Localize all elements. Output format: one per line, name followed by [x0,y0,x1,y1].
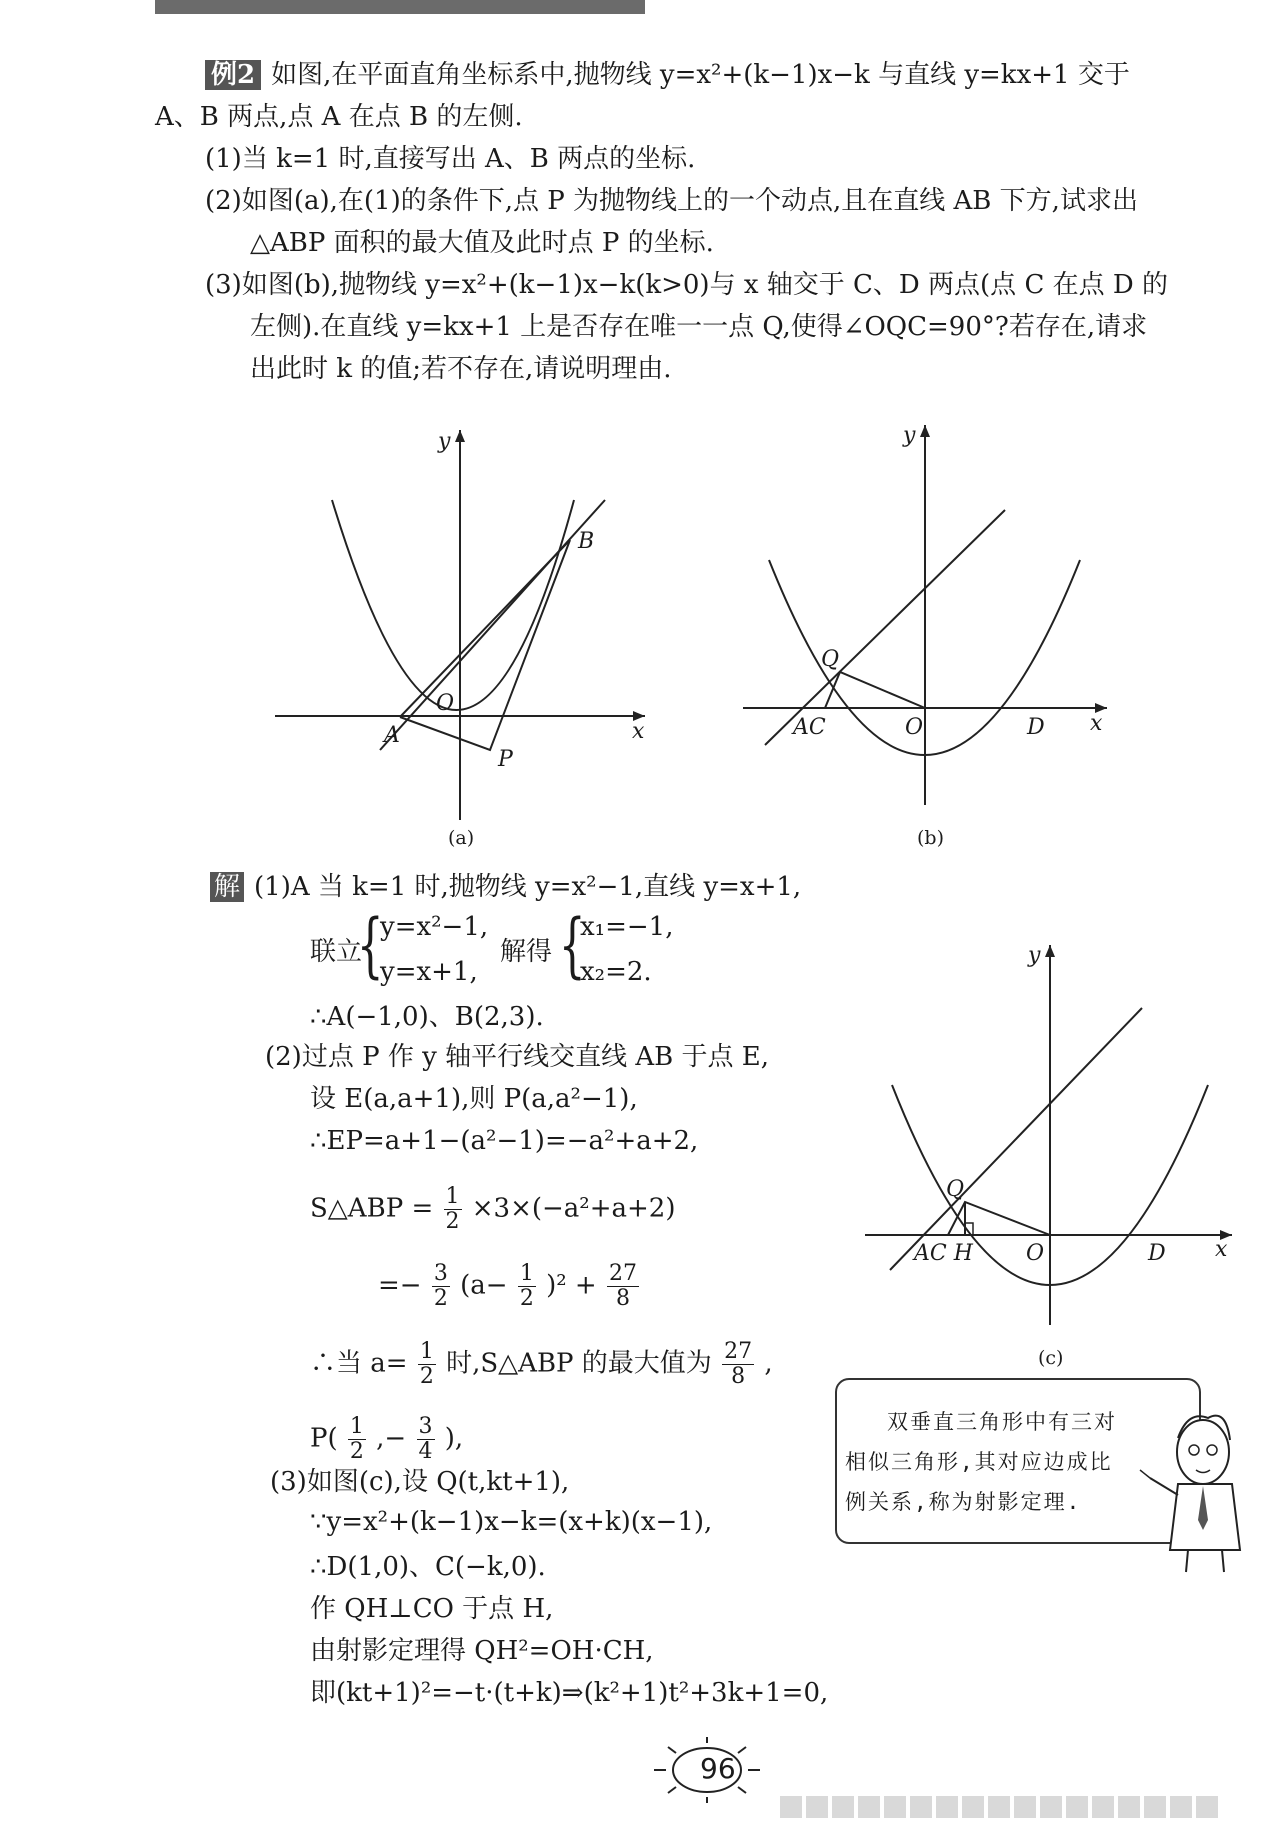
fig-b-label-q: Q [821,647,840,672]
system-eq-1a: y=x²−1, [380,912,489,942]
system-brace-1: { [356,904,384,986]
fig-b-label-o: O [905,715,924,740]
frac-32: $\frac{3}{2}$ [433,1261,448,1311]
solution-s3b: ∵y=x²+(k−1)x−k=(x+k)(x−1), [310,1507,713,1537]
solution-s2c: ∴EP=a+1−(a²−1)=−a²+a+2, [310,1126,699,1156]
example-line-2: A、B 两点,点 A 在点 B 的左侧. [155,102,523,132]
solution-s2b: 设 E(a,a+1),则 P(a,a²−1), [310,1084,638,1114]
fig-a-label-x: x [632,719,645,744]
s2f-mid: 时,S△ABP 的最大值为 [446,1348,712,1379]
question-3b: 左侧).在直线 y=kx+1 上是否存在唯一一点 Q,使得∠OQC=90°?若存在,请求 [250,312,1148,342]
fig-c-label-x: x [1215,1237,1228,1262]
system-mid: 解得 [500,937,553,967]
system-eq-1b: y=x+1, [380,957,478,987]
fig-a-label-o: O [436,691,455,716]
s2g-post: ), [444,1423,464,1454]
fig-c-label-q: Q [946,1177,965,1202]
fig-b-label-d: D [1027,715,1045,740]
solution-tag: 解 [210,872,244,902]
question-1: (1)当 k=1 时,直接写出 A、B 两点的坐标. [205,144,696,174]
solution-s2e [378,1262,641,1311]
figure-b [735,420,1135,860]
question-2b: △ABP 面积的最大值及此时点 P 的坐标. [250,228,714,258]
figure-a [260,420,660,860]
fig-c-label-y: y [1028,943,1041,968]
fig-a-parabola [332,500,574,710]
frac-278-b: $\frac{27}{8}$ [724,1339,753,1389]
solution-s2a: (2)过点 P 作 y 轴平行线交直线 AB 于点 E, [265,1042,769,1072]
fig-c-triangle-q [948,1202,1050,1235]
fig-b-label-y: y [903,423,916,448]
s2f-post: , [764,1348,773,1379]
system-eq-2b: x₂=2. [580,957,652,987]
fig-c-label-ach: AC H [914,1241,973,1266]
fig-a-label-p: P [498,747,513,772]
bottom-decoration [780,1796,1220,1818]
system-eq-2a: x₁=−1, [580,912,674,942]
fig-a-label-a: A [384,723,400,748]
figure-c [860,940,1260,1370]
solution-s3f: 即(kt+1)²=−t·(t+k)⇒(k²+1)t²+3k+1=0, [310,1678,829,1708]
s2d-pre: S△ABP = [310,1193,434,1224]
fig-b-triangle-q [825,672,925,708]
fig-c-caption: (c) [1038,1347,1064,1369]
solution-s2d [310,1185,676,1234]
fig-b-line [765,510,1005,745]
tip-line-2: 相似三角形,其对应边成比 [845,1450,1113,1474]
system-label: 联立 [310,937,363,967]
frac-34: $\frac{3}{4}$ [418,1414,433,1464]
teacher-illustration [1148,1400,1258,1575]
solution-s2g [310,1415,463,1464]
example-line-1 [205,58,1130,92]
s2g-pre: P( [310,1423,338,1454]
solution-s3e: 由射影定理得 QH²=OH·CH, [310,1636,654,1666]
fig-a-caption: (a) [448,827,475,849]
s2e-pre: =− [378,1270,422,1301]
question-2a: (2)如图(a),在(1)的条件下,点 P 为抛物线上的一个动点,且在直线 AB 下方,试求出 [205,186,1138,216]
solution-s1c: ∴A(−1,0)、B(2,3). [310,1002,544,1032]
solution-line-1 [210,870,801,904]
fig-c-label-o: O [1026,1241,1045,1266]
solution-s3a: (3)如图(c),设 Q(t,kt+1), [270,1467,570,1497]
fig-a-label-b: B [578,529,595,554]
solution-s3d: 作 QH⊥CO 于点 H, [310,1594,554,1624]
solution-s3c: ∴D(1,0)、C(−k,0). [310,1552,546,1582]
fig-b-label-x: x [1090,711,1103,736]
s2e-post: )² + [546,1270,597,1301]
tip-box [835,1378,1201,1544]
example-stmt-1: 如图,在平面直角坐标系中,抛物线 y=x²+(k−1)x−k 与直线 y=kx+1 交于 [271,60,1130,90]
header-bar [155,0,645,14]
solution-s2f [310,1340,773,1389]
tip-line-1: 双垂直三角形中有三对 [887,1410,1117,1434]
fig-b-label-ac: AC [793,715,826,740]
frac-half-1: $\frac{1}{2}$ [445,1184,460,1234]
s2d-post: ×3×(−a²+a+2) [471,1193,676,1224]
fig-b-caption: (b) [917,827,944,849]
fig-a-line-ab [380,500,605,750]
s2e-mid: (a− [460,1270,508,1301]
system-brace-2: { [558,904,586,986]
frac-278-a: $\frac{27}{8}$ [608,1261,637,1311]
question-3c: 出此时 k 的值;若不存在,请说明理由. [250,354,672,384]
example-tag: 例2 [205,60,261,90]
fig-c-line [890,1008,1142,1270]
page-number: 96 [700,1752,736,1785]
s2g-mid: ,− [376,1423,407,1454]
fig-a-triangle-p [400,540,570,750]
solution-s1: (1)A 当 k=1 时,抛物线 y=x²−1,直线 y=x+1, [254,872,802,902]
fig-c-label-d: D [1148,1241,1166,1266]
question-3a: (3)如图(b),抛物线 y=x²+(k−1)x−k(k>0)与 x 轴交于 C、D 两点(点 C 在点 D 的 [205,270,1168,300]
s2f-pre: ∴当 a= [310,1348,408,1379]
tip-line-3: 例关系,称为射影定理. [845,1490,1082,1514]
fig-a-label-y: y [438,429,451,454]
frac-half-4: $\frac{1}{2}$ [349,1414,364,1464]
frac-half-2: $\frac{1}{2}$ [519,1261,534,1311]
frac-half-3: $\frac{1}{2}$ [419,1339,434,1389]
